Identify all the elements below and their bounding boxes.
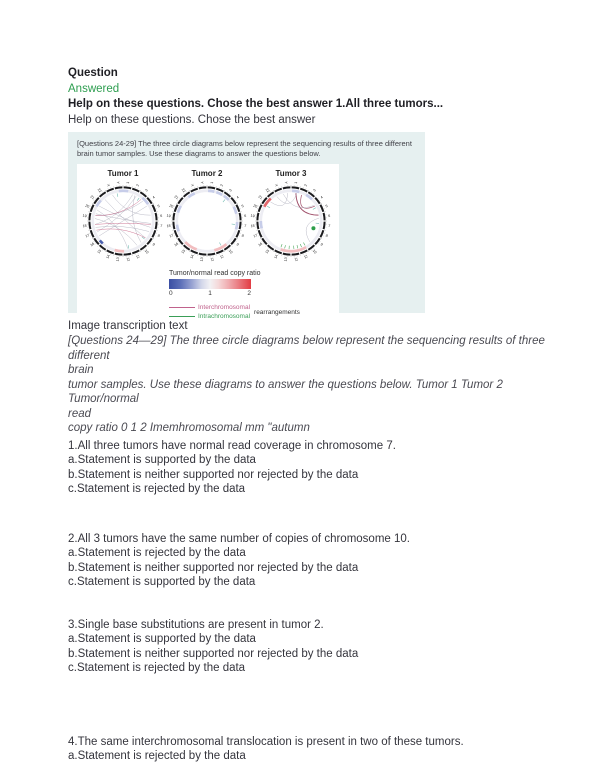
chromosome-label: 10 bbox=[227, 248, 234, 255]
transcription-line: tumor samples. Use these diagrams to answer the questions below. Tumor 1 Tumor 2 Tumor/normal bbox=[68, 378, 503, 405]
chromosome-label: 3 bbox=[228, 188, 233, 193]
tumor-title: Tumor 2 bbox=[191, 169, 223, 178]
chromosome-label: 17 bbox=[252, 233, 258, 239]
chromosome-label: 12 bbox=[125, 257, 131, 262]
chromosome-label: 5 bbox=[241, 203, 245, 209]
chromosome-label: 4 bbox=[319, 195, 324, 200]
chromosome-label: 6 bbox=[244, 213, 247, 219]
answer-option: a.Statement is rejected by the data bbox=[68, 750, 246, 762]
transcription-line: copy ratio 0 1 2 Imemhromosomal mm "autumn bbox=[68, 422, 310, 434]
chromosome-label: X bbox=[189, 183, 195, 188]
answer-option: a.Statement is supported by the data bbox=[68, 454, 256, 466]
chromosome-label: 19 bbox=[250, 213, 255, 219]
chromosome-label: 9 bbox=[319, 242, 324, 247]
chromosome-label: 13 bbox=[283, 257, 289, 262]
answer-option: c.Statement is supported by the data bbox=[68, 576, 256, 588]
interchromosomal-line-swatch bbox=[169, 307, 195, 308]
question-subtitle: Help on these questions. Chose the best answer bbox=[68, 113, 316, 126]
chromosome-label: 20 bbox=[252, 203, 258, 209]
chromosome-label: 21 bbox=[89, 194, 96, 201]
chromosome-label: 22 bbox=[96, 187, 103, 194]
chromosome-label: 19 bbox=[166, 213, 171, 219]
transcription-lines bbox=[68, 334, 546, 436]
chromosome-label: 8 bbox=[157, 233, 161, 239]
chromosome-label: 3 bbox=[144, 188, 149, 193]
tumor-title: Tumor 3 bbox=[275, 169, 307, 178]
chromosome-label: Y bbox=[283, 181, 289, 185]
answer-option: a.Statement is supported by the data bbox=[68, 633, 256, 645]
chromosome-label: 22 bbox=[180, 187, 187, 194]
chromosome-label: 17 bbox=[84, 233, 90, 239]
chromosome-label: 19 bbox=[82, 213, 87, 219]
chromosome-label: 8 bbox=[325, 233, 329, 239]
transcription-line: read bbox=[68, 407, 92, 420]
circos-plot-tumor-3 bbox=[249, 179, 333, 263]
answer-option: b.Statement is neither supported nor rejected by the data bbox=[68, 647, 359, 660]
copy-ratio-scale-ticks bbox=[169, 290, 251, 297]
chromosome-label: 11 bbox=[135, 254, 141, 260]
circos-plots bbox=[81, 169, 335, 268]
chromosome-label: 10 bbox=[143, 248, 150, 255]
chromosome-label: 21 bbox=[257, 194, 264, 201]
chromosome-label: 16 bbox=[89, 241, 96, 248]
chromosome-label: 9 bbox=[151, 242, 156, 247]
chromosome-label: 8 bbox=[241, 233, 245, 239]
chromosome-label: 15 bbox=[180, 248, 187, 255]
chromosome-label: 18 bbox=[82, 223, 87, 229]
interchromosomal-row bbox=[169, 303, 250, 312]
question-block bbox=[68, 735, 546, 764]
chromosome-label: 5 bbox=[157, 203, 161, 209]
chromosome-label: 5 bbox=[325, 203, 329, 209]
chromosome-label: 4 bbox=[235, 195, 240, 200]
answer-option: b.Statement is neither supported nor rejected by the data bbox=[68, 561, 359, 574]
copy-ratio-legend-title: Tumor/normal read copy ratio bbox=[169, 270, 261, 277]
chromosome-label: 6 bbox=[160, 213, 163, 219]
figure-panel bbox=[77, 164, 339, 327]
intrachromosomal-line-swatch bbox=[169, 316, 195, 317]
transcription-line: [Questions 24—29] The three circle diagrams below represent the sequencing results of three different bbox=[68, 335, 545, 362]
tumor-title: Tumor 1 bbox=[107, 169, 139, 178]
chromosome-label: 15 bbox=[96, 248, 103, 255]
question-text: 1.All three tumors have normal read coverage in chromosome 7. bbox=[68, 439, 396, 452]
chromosome-label: 13 bbox=[199, 257, 205, 262]
circos-plot-container bbox=[165, 169, 249, 268]
questions bbox=[68, 439, 546, 764]
answer-option: c.Statement is rejected by the data bbox=[68, 483, 246, 495]
chromosome-label: X bbox=[273, 183, 279, 188]
chromosome-label: 13 bbox=[115, 257, 121, 262]
chromosome-label: 14 bbox=[273, 254, 279, 260]
chromosome-label: Y bbox=[199, 181, 205, 185]
question-title: Help on these questions. Chose the best answer 1.All three tumors... bbox=[68, 98, 444, 110]
scale-tick-2: 2 bbox=[247, 290, 251, 297]
question-text: 3.Single base substitutions are present in tumor 2. bbox=[68, 618, 324, 631]
chromosome-label: 7 bbox=[328, 223, 331, 229]
answer-option: c.Statement is rejected by the data bbox=[68, 662, 246, 674]
chromosome-label: 12 bbox=[209, 257, 215, 262]
chromosome-label: 9 bbox=[235, 242, 240, 247]
chromosome-label: 2 bbox=[303, 183, 309, 187]
transcription-line: brain bbox=[68, 364, 94, 376]
rearrangements-label: rearrangements bbox=[254, 308, 300, 316]
circos-plot-tumor-1 bbox=[81, 179, 165, 263]
chromosome-label: 7 bbox=[244, 223, 247, 229]
figure-caption: [Questions 24-29] The three circle diagrams below represent the sequencing results of three different brain tumor samples. Use these diagrams to answer the questions below. bbox=[77, 139, 412, 158]
transcription-label: Image transcription text bbox=[68, 320, 188, 332]
figure-legend bbox=[169, 270, 339, 321]
copy-ratio-gradient-bar bbox=[169, 279, 251, 289]
chromosome-label: 20 bbox=[168, 203, 174, 209]
embedded-figure bbox=[68, 132, 425, 320]
page-title: Question bbox=[68, 67, 118, 79]
chromosome-label: 3 bbox=[312, 188, 317, 193]
chromosome-label: 1 bbox=[209, 181, 215, 184]
chromosome-label: 1 bbox=[125, 181, 131, 184]
question-block bbox=[68, 618, 546, 676]
chromosome-label: 18 bbox=[250, 223, 255, 229]
chromosome-label: 7 bbox=[160, 223, 163, 229]
scale-tick-1: 1 bbox=[208, 290, 212, 297]
chromosome-label: 1 bbox=[293, 181, 299, 184]
intrachromosomal-label: Intrachromosomal bbox=[198, 313, 251, 320]
answer-option: b.Statement is neither supported nor rejected by the data bbox=[68, 468, 359, 481]
chromosome-label: 11 bbox=[219, 254, 225, 260]
question-text: 4.The same interchromosomal translocation is present in two of these tumors. bbox=[68, 735, 464, 748]
chromosome-label: 15 bbox=[264, 248, 271, 255]
chromosome-label: 11 bbox=[303, 254, 309, 260]
chromosome-label: 22 bbox=[264, 187, 271, 194]
answer-option: a.Statement is rejected by the data bbox=[68, 547, 246, 559]
chromosome-label: 16 bbox=[257, 241, 264, 248]
chromosome-label: 21 bbox=[173, 194, 180, 201]
scale-tick-0: 0 bbox=[169, 290, 173, 297]
question-block bbox=[68, 532, 546, 590]
status-badge: Answered bbox=[68, 82, 120, 95]
chromosome-label: 12 bbox=[293, 257, 299, 262]
chromosome-label: 6 bbox=[328, 213, 331, 219]
question-block bbox=[68, 439, 546, 497]
question-text: 2.All 3 tumors have the same number of copies of chromosome 10. bbox=[68, 532, 410, 545]
chromosome-label: 20 bbox=[84, 203, 90, 209]
circos-plot-container bbox=[249, 169, 333, 268]
chromosome-label: 16 bbox=[173, 241, 180, 248]
chromosome-label: 4 bbox=[151, 195, 156, 200]
circos-plot-container bbox=[81, 169, 165, 268]
circos-plot-tumor-2 bbox=[165, 179, 249, 263]
interchromosomal-label: Interchromosomal bbox=[198, 304, 251, 311]
chromosome-label: 14 bbox=[105, 254, 111, 260]
chromosome-label: 17 bbox=[168, 233, 174, 239]
chromosome-label: 14 bbox=[189, 254, 195, 260]
chromosome-label: X bbox=[105, 183, 111, 188]
chromosome-label: 10 bbox=[311, 248, 318, 255]
chromosome-label: 18 bbox=[166, 223, 171, 229]
chromosome-label: 2 bbox=[219, 183, 225, 187]
chromosome-label: 2 bbox=[135, 183, 141, 187]
chromosome-label: Y bbox=[115, 181, 121, 185]
